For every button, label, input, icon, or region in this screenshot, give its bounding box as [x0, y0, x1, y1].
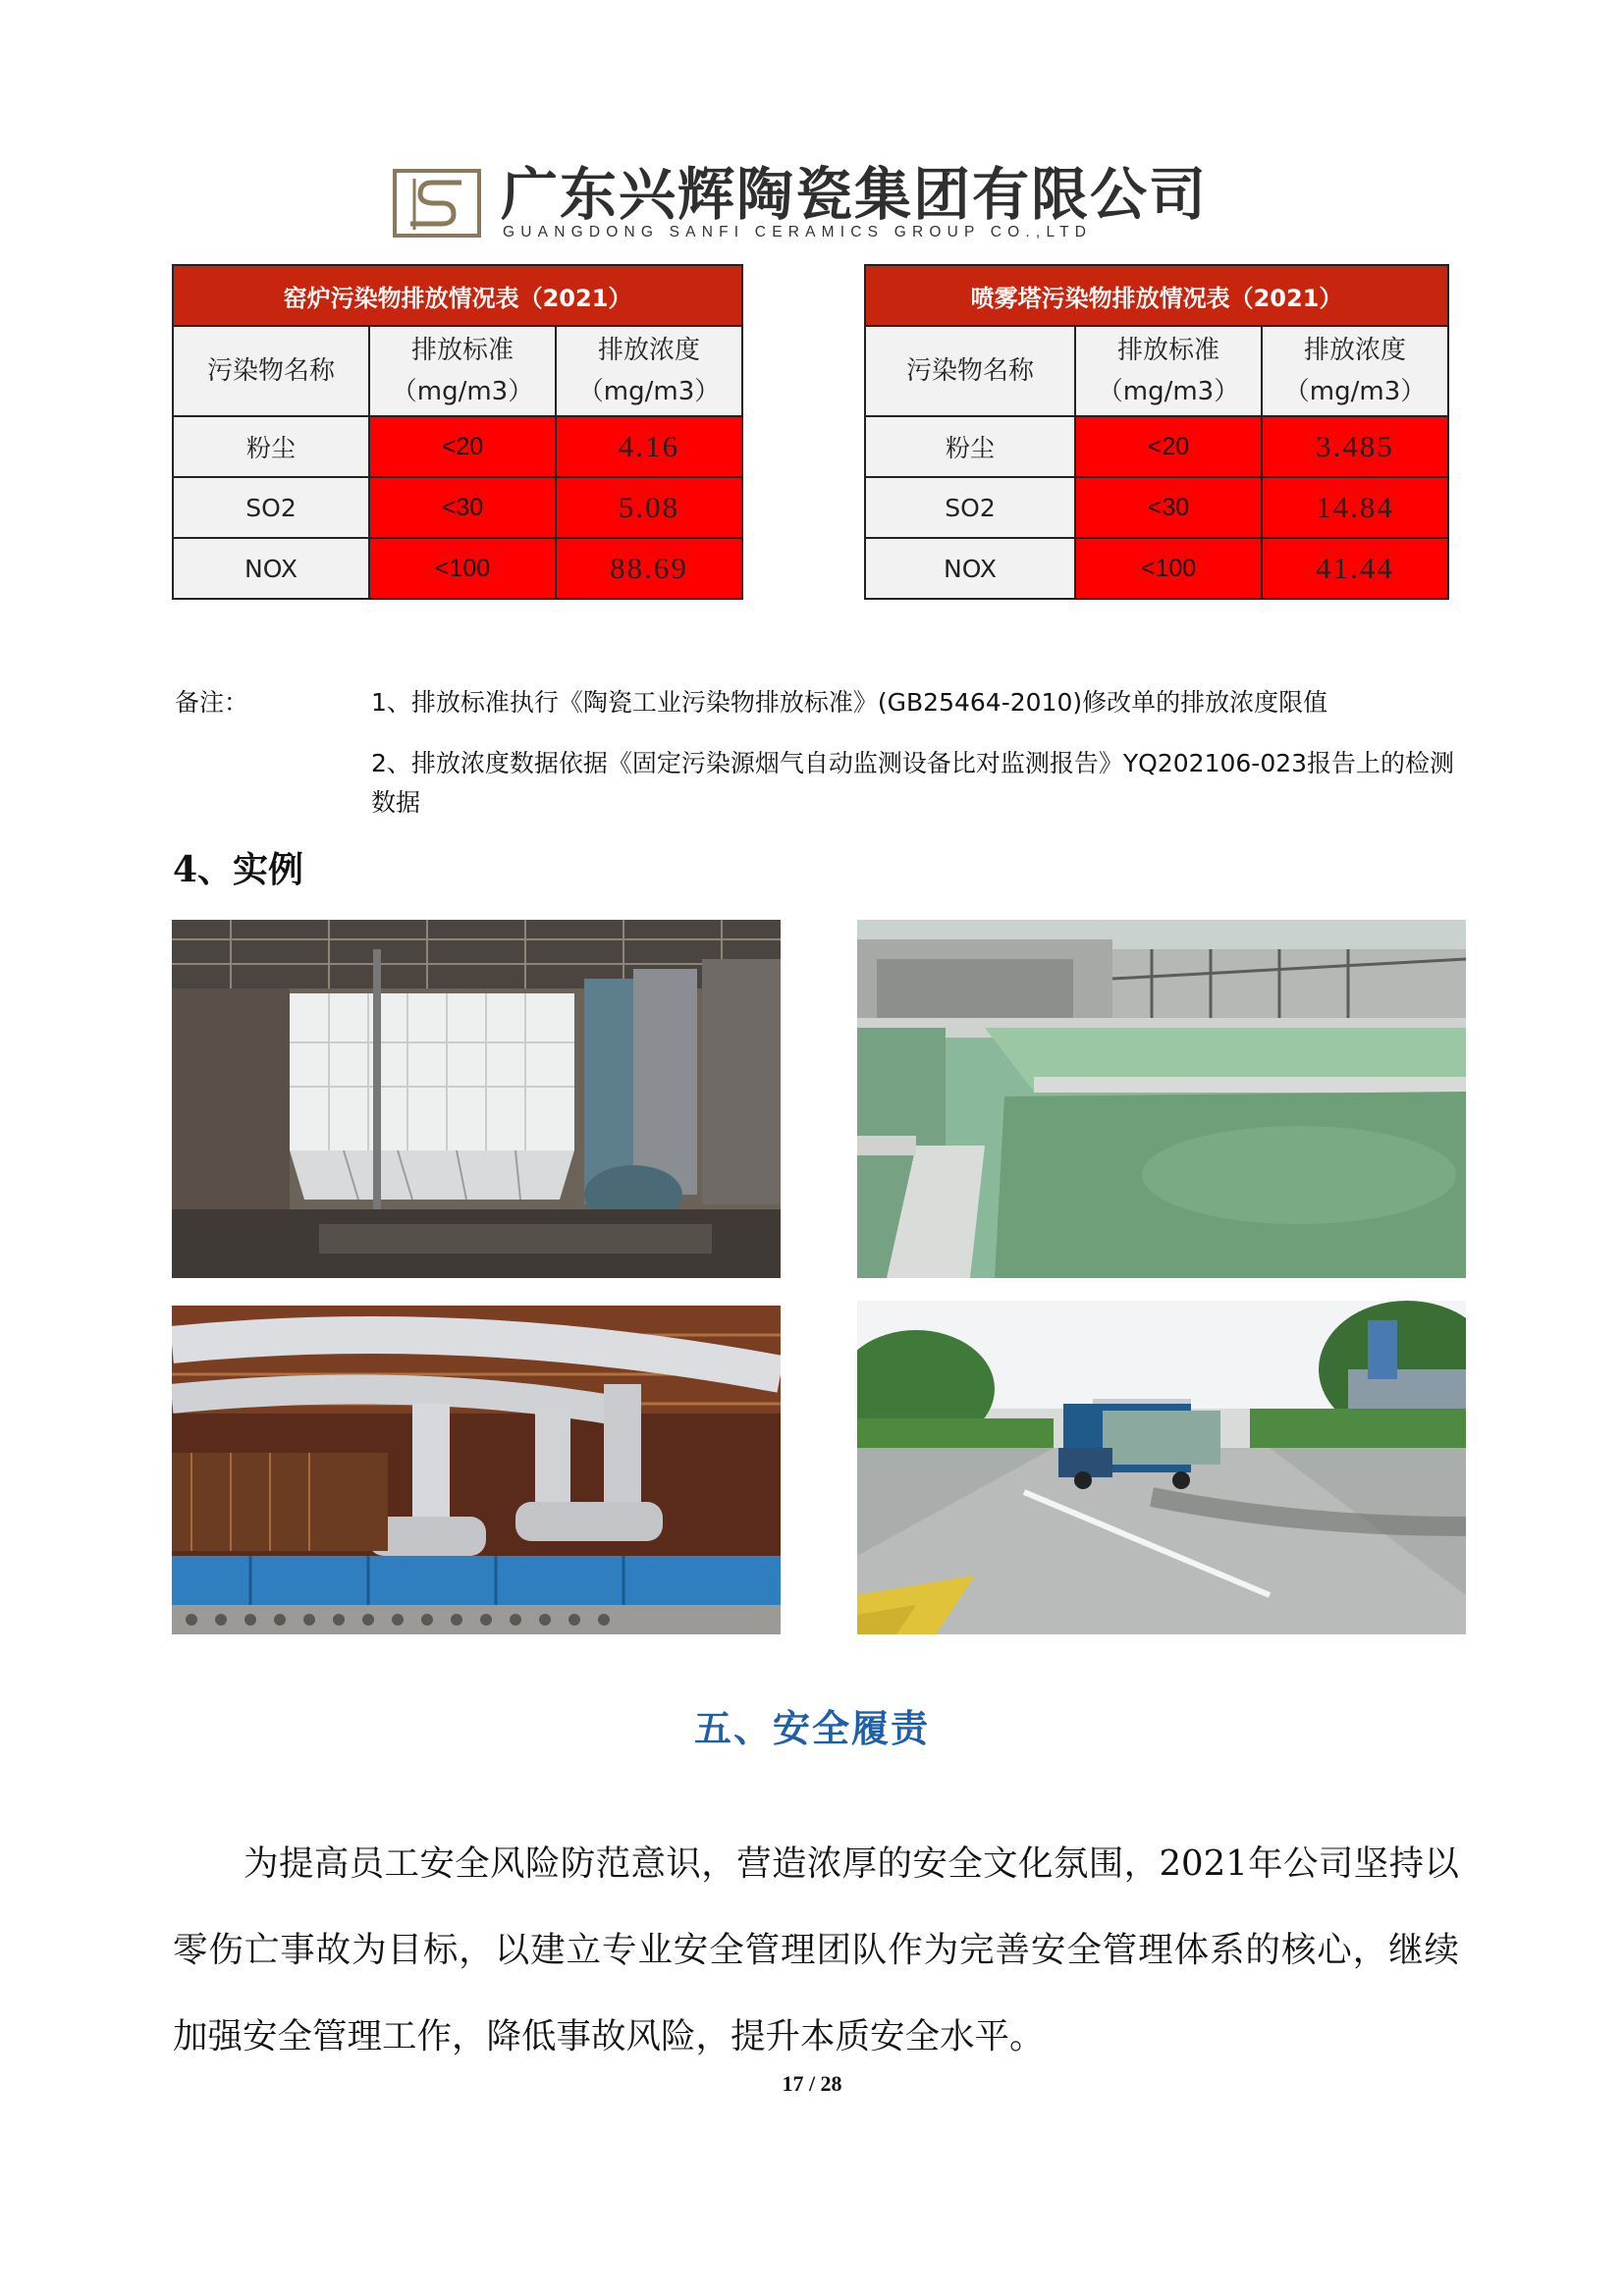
table-row	[173, 538, 742, 599]
pollutant-name: NOX	[865, 538, 1075, 599]
section-heading: 4、实例	[173, 849, 304, 890]
table-row	[173, 416, 742, 477]
column-header-pollutant: 污染物名称	[173, 326, 369, 416]
header-line: 排放标准	[1116, 336, 1219, 365]
emission-standard: <100	[1075, 538, 1262, 599]
notes-label: 备注：	[175, 688, 249, 717]
sprinkler-truck-photo	[857, 1301, 1466, 1634]
table-row	[865, 538, 1448, 599]
emission-value: 4.16	[556, 416, 742, 477]
header-line: 排放浓度	[598, 336, 701, 365]
header-line: 排放浓度	[1304, 336, 1407, 365]
header-unit: （mg/m3）	[1097, 377, 1240, 406]
company-name-en: GUANGDONG SANFI CERAMICS GROUP CO.,LTD	[503, 224, 1093, 240]
body-paragraph: 为提高员工安全风险防范意识，营造浓厚的安全文化氛围，2021年公司坚持以零伤亡事故为目标，以建立专业安全管理团队作为完善安全管理体系的核心，继续加强安全管理工作，降低事故风险，提升本质安全水平。	[173, 1843, 1459, 2056]
pollutant-name: 粉尘	[173, 416, 369, 477]
emission-value: 41.44	[1262, 538, 1448, 599]
insulated-pipes-photo	[172, 1306, 781, 1634]
table-row	[865, 477, 1448, 538]
column-header-standard	[1075, 326, 1262, 416]
pollutant-name: SO2	[173, 477, 369, 538]
column-header-pollutant: 污染物名称	[865, 326, 1075, 416]
note-item: 1、排放标准执行《陶瓷工业污染物排放标准》(GB25464-2010)修改单的排放浓度限值	[371, 688, 1328, 717]
emission-standard: <30	[369, 477, 556, 538]
water-pool-photo	[857, 920, 1466, 1278]
emission-value: 3.485	[1262, 416, 1448, 477]
spray-tower-emission-table	[864, 264, 1449, 600]
emission-standard: <30	[1075, 477, 1262, 538]
section-heading: 五、安全履责	[693, 1706, 930, 1750]
header-line: 排放标准	[410, 336, 514, 365]
emission-value: 14.84	[1262, 477, 1448, 538]
header-unit: （mg/m3）	[391, 377, 534, 406]
emission-standard: <100	[369, 538, 556, 599]
emission-standard: <20	[369, 416, 556, 477]
pollutant-name: SO2	[865, 477, 1075, 538]
emission-value: 88.69	[556, 538, 742, 599]
note-item: 2、排放浓度数据依据《固定污染源烟气自动监测设备比对监测报告》YQ202106-023报告上的检测数据	[371, 749, 1455, 817]
column-header-standard	[369, 326, 556, 416]
dust-collector-photo	[172, 920, 781, 1278]
page-number: 17 / 28	[782, 2071, 842, 2096]
table-row	[865, 416, 1448, 477]
header-unit: （mg/m3）	[577, 377, 721, 406]
emission-standard: <20	[1075, 416, 1262, 477]
company-name-cn: 广东兴辉陶瓷集团有限公司	[501, 161, 1209, 228]
pollutant-name: NOX	[173, 538, 369, 599]
pollutant-name: 粉尘	[865, 416, 1075, 477]
column-header-concentration	[556, 326, 742, 416]
table-title: 喷雾塔污染物排放情况表（2021）	[865, 265, 1448, 326]
kiln-emission-table	[172, 264, 743, 600]
column-header-concentration	[1262, 326, 1448, 416]
table-row	[173, 477, 742, 538]
company-logo-icon	[393, 169, 481, 238]
table-title: 窑炉污染物排放情况表（2021）	[173, 265, 742, 326]
header-unit: （mg/m3）	[1283, 377, 1427, 406]
emission-value: 5.08	[556, 477, 742, 538]
